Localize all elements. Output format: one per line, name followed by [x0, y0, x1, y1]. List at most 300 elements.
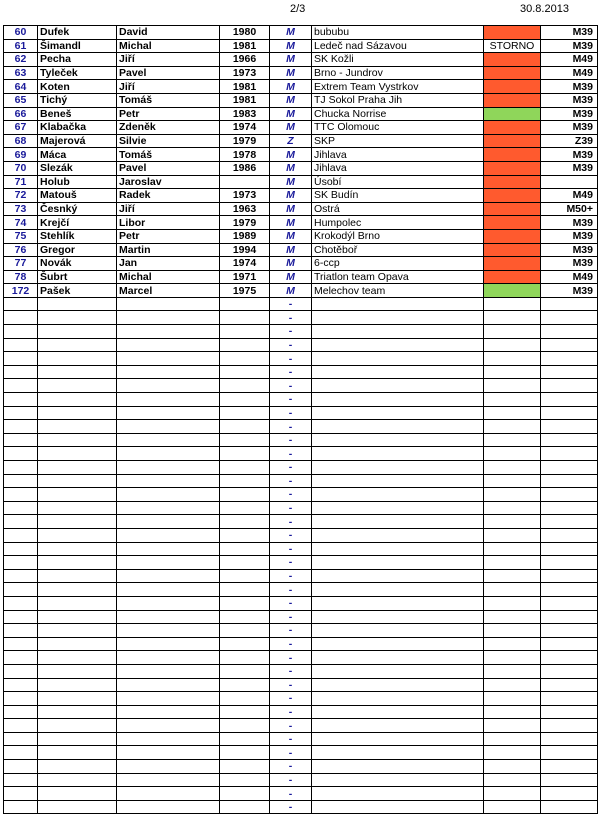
surname-cell [38, 433, 117, 447]
category-cell: M39 [541, 39, 598, 53]
start-number-cell [4, 528, 38, 542]
empty-row [4, 297, 598, 311]
sex-cell: M [270, 189, 312, 203]
payment-status-cell [484, 216, 541, 230]
surname-cell: Pašek [38, 284, 117, 298]
empty-row [4, 501, 598, 515]
empty-row [4, 692, 598, 706]
surname-cell: Stehlík [38, 229, 117, 243]
club-cell [312, 406, 484, 420]
first-name-cell: Tomáš [117, 148, 220, 162]
club-cell: Jihlava [312, 161, 484, 175]
category-cell [541, 406, 598, 420]
sex-cell: - [270, 365, 312, 379]
sex-cell: M [270, 284, 312, 298]
empty-row [4, 732, 598, 746]
table-row [4, 26, 598, 40]
first-name-cell [117, 420, 220, 434]
club-cell [312, 515, 484, 529]
start-number-cell: 67 [4, 121, 38, 135]
empty-row [4, 719, 598, 733]
payment-status-cell [484, 746, 541, 760]
surname-cell [38, 338, 117, 352]
sex-cell: - [270, 461, 312, 475]
category-cell [541, 569, 598, 583]
first-name-cell [117, 311, 220, 325]
payment-status-cell [484, 189, 541, 203]
birth-year-cell [220, 352, 270, 366]
payment-status-cell [484, 651, 541, 665]
category-cell: M39 [541, 284, 598, 298]
first-name-cell [117, 732, 220, 746]
birth-year-cell: 1979 [220, 134, 270, 148]
payment-status-cell [484, 433, 541, 447]
birth-year-cell [220, 705, 270, 719]
payment-status-cell [484, 379, 541, 393]
sex-cell: M [270, 161, 312, 175]
surname-cell [38, 528, 117, 542]
empty-row [4, 379, 598, 393]
surname-cell [38, 365, 117, 379]
birth-year-cell: 1974 [220, 257, 270, 271]
sex-cell: - [270, 746, 312, 760]
start-number-cell [4, 678, 38, 692]
payment-status-cell [484, 53, 541, 67]
table-row [4, 93, 598, 107]
table-row [4, 134, 598, 148]
club-cell [312, 447, 484, 461]
surname-cell [38, 297, 117, 311]
club-cell: Krokodýl Brno [312, 229, 484, 243]
club-cell [312, 596, 484, 610]
category-cell: M39 [541, 161, 598, 175]
category-cell [541, 760, 598, 774]
birth-year-cell [220, 787, 270, 801]
category-cell: M39 [541, 148, 598, 162]
sex-cell: - [270, 406, 312, 420]
start-number-cell: 77 [4, 257, 38, 271]
start-number-cell: 62 [4, 53, 38, 67]
empty-row [4, 447, 598, 461]
surname-cell [38, 624, 117, 638]
birth-year-cell [220, 379, 270, 393]
sex-cell: M [270, 80, 312, 94]
club-cell [312, 433, 484, 447]
table-row [4, 80, 598, 94]
sex-cell: - [270, 338, 312, 352]
start-number-cell: 78 [4, 270, 38, 284]
birth-year-cell [220, 488, 270, 502]
surname-cell [38, 746, 117, 760]
surname-cell: Beneš [38, 107, 117, 121]
payment-status-cell [484, 297, 541, 311]
birth-year-cell: 1974 [220, 121, 270, 135]
table-row [4, 121, 598, 135]
first-name-cell: Jiří [117, 202, 220, 216]
category-cell [541, 624, 598, 638]
payment-status-cell [484, 515, 541, 529]
empty-row [4, 488, 598, 502]
category-cell: M39 [541, 229, 598, 243]
category-cell: M39 [541, 121, 598, 135]
category-cell [541, 297, 598, 311]
birth-year-cell: 1980 [220, 26, 270, 40]
first-name-cell [117, 719, 220, 733]
birth-year-cell [220, 732, 270, 746]
surname-cell: Tyleček [38, 66, 117, 80]
payment-status-cell [484, 664, 541, 678]
category-cell [541, 352, 598, 366]
sex-cell: M [270, 257, 312, 271]
sex-cell: - [270, 732, 312, 746]
start-number-cell: 76 [4, 243, 38, 257]
category-cell [541, 393, 598, 407]
sex-cell: M [270, 202, 312, 216]
first-name-cell: Michal [117, 270, 220, 284]
first-name-cell: Silvie [117, 134, 220, 148]
first-name-cell [117, 528, 220, 542]
category-cell: M39 [541, 80, 598, 94]
start-number-cell [4, 732, 38, 746]
club-cell: Chotěboř [312, 243, 484, 257]
payment-status-cell [484, 624, 541, 638]
start-number-cell: 63 [4, 66, 38, 80]
club-cell [312, 338, 484, 352]
club-cell: Chucka Norrise [312, 107, 484, 121]
sex-cell: M [270, 26, 312, 40]
sex-cell: M [270, 148, 312, 162]
category-cell: Z39 [541, 134, 598, 148]
first-name-cell: Jaroslav [117, 175, 220, 189]
start-number-cell: 71 [4, 175, 38, 189]
club-cell [312, 556, 484, 570]
empty-row [4, 365, 598, 379]
club-cell [312, 311, 484, 325]
sex-cell: - [270, 420, 312, 434]
club-cell [312, 773, 484, 787]
payment-status-cell [484, 66, 541, 80]
first-name-cell: Petr [117, 229, 220, 243]
table-row [4, 270, 598, 284]
payment-status-cell [484, 569, 541, 583]
first-name-cell: Pavel [117, 161, 220, 175]
surname-cell: Klabačka [38, 121, 117, 135]
first-name-cell [117, 773, 220, 787]
payment-status-cell [484, 338, 541, 352]
first-name-cell [117, 461, 220, 475]
payment-status-cell [484, 732, 541, 746]
club-cell [312, 352, 484, 366]
birth-year-cell: 1966 [220, 53, 270, 67]
birth-year-cell [220, 569, 270, 583]
club-cell [312, 787, 484, 801]
start-number-cell: 75 [4, 229, 38, 243]
table-row [4, 229, 598, 243]
birth-year-cell [220, 692, 270, 706]
start-number-cell [4, 542, 38, 556]
first-name-cell [117, 637, 220, 651]
surname-cell [38, 488, 117, 502]
surname-cell [38, 420, 117, 434]
empty-row [4, 678, 598, 692]
start-number-cell: 64 [4, 80, 38, 94]
birth-year-cell [220, 338, 270, 352]
birth-year-cell: 1994 [220, 243, 270, 257]
club-cell [312, 651, 484, 665]
sex-cell: - [270, 678, 312, 692]
club-cell: TJ Sokol Praha Jih [312, 93, 484, 107]
sex-cell: - [270, 352, 312, 366]
empty-row [4, 664, 598, 678]
sex-cell: Z [270, 134, 312, 148]
birth-year-cell: 1963 [220, 202, 270, 216]
start-number-cell [4, 760, 38, 774]
category-cell [541, 664, 598, 678]
sex-cell: M [270, 66, 312, 80]
first-name-cell [117, 760, 220, 774]
payment-status-cell [484, 705, 541, 719]
start-number-cell [4, 297, 38, 311]
first-name-cell: Jan [117, 257, 220, 271]
table-row [4, 216, 598, 230]
start-number-cell: 172 [4, 284, 38, 298]
sex-cell: - [270, 760, 312, 774]
club-cell: SKP [312, 134, 484, 148]
club-cell [312, 583, 484, 597]
sex-cell: M [270, 93, 312, 107]
sex-cell: - [270, 556, 312, 570]
club-cell [312, 461, 484, 475]
start-number-cell: 70 [4, 161, 38, 175]
print-date: 30.8.2013 [520, 3, 569, 15]
payment-status-cell [484, 719, 541, 733]
category-cell [541, 488, 598, 502]
category-cell [541, 474, 598, 488]
payment-status-cell [484, 229, 541, 243]
club-cell: Triatlon team Opava [312, 270, 484, 284]
first-name-cell [117, 692, 220, 706]
table-row [4, 161, 598, 175]
first-name-cell: Tomáš [117, 93, 220, 107]
sex-cell: - [270, 515, 312, 529]
payment-status-cell [484, 352, 541, 366]
surname-cell: Tichý [38, 93, 117, 107]
payment-status-cell [484, 583, 541, 597]
empty-row [4, 787, 598, 801]
surname-cell [38, 569, 117, 583]
empty-row [4, 461, 598, 475]
empty-row [4, 542, 598, 556]
category-cell [541, 420, 598, 434]
payment-status-cell [484, 420, 541, 434]
start-number-cell [4, 379, 38, 393]
category-cell [541, 719, 598, 733]
birth-year-cell: 1973 [220, 66, 270, 80]
club-cell [312, 705, 484, 719]
start-number-cell: 69 [4, 148, 38, 162]
start-number-cell [4, 569, 38, 583]
surname-cell [38, 311, 117, 325]
club-cell [312, 624, 484, 638]
club-cell: 6-ccp [312, 257, 484, 271]
category-cell: M49 [541, 66, 598, 80]
category-cell [541, 325, 598, 339]
birth-year-cell: 1983 [220, 107, 270, 121]
club-cell [312, 678, 484, 692]
birth-year-cell [220, 637, 270, 651]
sex-cell: - [270, 787, 312, 801]
club-cell [312, 542, 484, 556]
start-number-cell: 74 [4, 216, 38, 230]
first-name-cell [117, 297, 220, 311]
surname-cell [38, 393, 117, 407]
club-cell: Humpolec [312, 216, 484, 230]
birth-year-cell [220, 447, 270, 461]
sex-cell: M [270, 39, 312, 53]
birth-year-cell: 1979 [220, 216, 270, 230]
payment-status-cell [484, 26, 541, 40]
start-number-cell [4, 461, 38, 475]
category-cell [541, 311, 598, 325]
start-number-cell [4, 474, 38, 488]
first-name-cell [117, 433, 220, 447]
start-number-cell [4, 596, 38, 610]
category-cell [541, 787, 598, 801]
birth-year-cell [220, 501, 270, 515]
sex-cell: - [270, 800, 312, 814]
payment-status-cell [484, 393, 541, 407]
payment-status-cell [484, 637, 541, 651]
start-number-cell [4, 705, 38, 719]
start-number-cell [4, 624, 38, 638]
payment-status-cell [484, 134, 541, 148]
empty-row [4, 800, 598, 814]
empty-row [4, 433, 598, 447]
category-cell [541, 175, 598, 189]
payment-status-cell [484, 760, 541, 774]
club-cell [312, 746, 484, 760]
payment-status-cell: STORNO [484, 39, 541, 53]
birth-year-cell: 1973 [220, 189, 270, 203]
payment-status-cell [484, 202, 541, 216]
payment-status-cell [484, 474, 541, 488]
category-cell [541, 773, 598, 787]
birth-year-cell [220, 624, 270, 638]
club-cell [312, 379, 484, 393]
empty-row [4, 406, 598, 420]
birth-year-cell [220, 719, 270, 733]
category-cell: M49 [541, 53, 598, 67]
table-row [4, 257, 598, 271]
first-name-cell [117, 705, 220, 719]
surname-cell [38, 760, 117, 774]
category-cell [541, 461, 598, 475]
table-row [4, 175, 598, 189]
payment-status-cell [484, 800, 541, 814]
sex-cell: - [270, 596, 312, 610]
payment-status-cell [484, 692, 541, 706]
category-cell: M49 [541, 270, 598, 284]
category-cell: M39 [541, 243, 598, 257]
surname-cell: Holub [38, 175, 117, 189]
club-cell: Brno - Jundrov [312, 66, 484, 80]
birth-year-cell [220, 610, 270, 624]
sex-cell: M [270, 270, 312, 284]
empty-row [4, 338, 598, 352]
category-cell [541, 447, 598, 461]
start-number-cell [4, 719, 38, 733]
sex-cell: - [270, 325, 312, 339]
table-row [4, 53, 598, 67]
birth-year-cell: 1981 [220, 39, 270, 53]
payment-status-cell [484, 528, 541, 542]
category-cell [541, 501, 598, 515]
sex-cell: - [270, 488, 312, 502]
birth-year-cell [220, 542, 270, 556]
sex-cell: M [270, 107, 312, 121]
first-name-cell [117, 746, 220, 760]
sex-cell: - [270, 651, 312, 665]
first-name-cell: Petr [117, 107, 220, 121]
surname-cell: Česnký [38, 202, 117, 216]
sex-cell: - [270, 719, 312, 733]
first-name-cell [117, 651, 220, 665]
table-row [4, 107, 598, 121]
birth-year-cell [220, 433, 270, 447]
first-name-cell: Jiří [117, 53, 220, 67]
payment-status-cell [484, 488, 541, 502]
club-cell [312, 692, 484, 706]
sex-cell: - [270, 311, 312, 325]
surname-cell [38, 447, 117, 461]
surname-cell: Slezák [38, 161, 117, 175]
category-cell [541, 528, 598, 542]
first-name-cell [117, 501, 220, 515]
birth-year-cell [220, 461, 270, 475]
category-cell [541, 800, 598, 814]
surname-cell [38, 719, 117, 733]
surname-cell: Matouš [38, 189, 117, 203]
payment-status-cell [484, 80, 541, 94]
start-number-cell [4, 311, 38, 325]
first-name-cell [117, 406, 220, 420]
first-name-cell [117, 393, 220, 407]
first-name-cell [117, 678, 220, 692]
surname-cell: Máca [38, 148, 117, 162]
category-cell [541, 637, 598, 651]
empty-row [4, 596, 598, 610]
start-number-cell [4, 406, 38, 420]
start-number-cell: 60 [4, 26, 38, 40]
club-cell [312, 393, 484, 407]
empty-row [4, 610, 598, 624]
table-row [4, 66, 598, 80]
start-number-cell [4, 338, 38, 352]
category-cell [541, 433, 598, 447]
empty-row [4, 515, 598, 529]
empty-row [4, 393, 598, 407]
empty-row [4, 637, 598, 651]
payment-status-cell [484, 542, 541, 556]
empty-row [4, 746, 598, 760]
start-number-cell: 61 [4, 39, 38, 53]
sex-cell: - [270, 433, 312, 447]
club-cell [312, 637, 484, 651]
payment-status-cell [484, 270, 541, 284]
start-number-cell [4, 365, 38, 379]
payment-status-cell [484, 610, 541, 624]
club-cell: SK Kožli [312, 53, 484, 67]
